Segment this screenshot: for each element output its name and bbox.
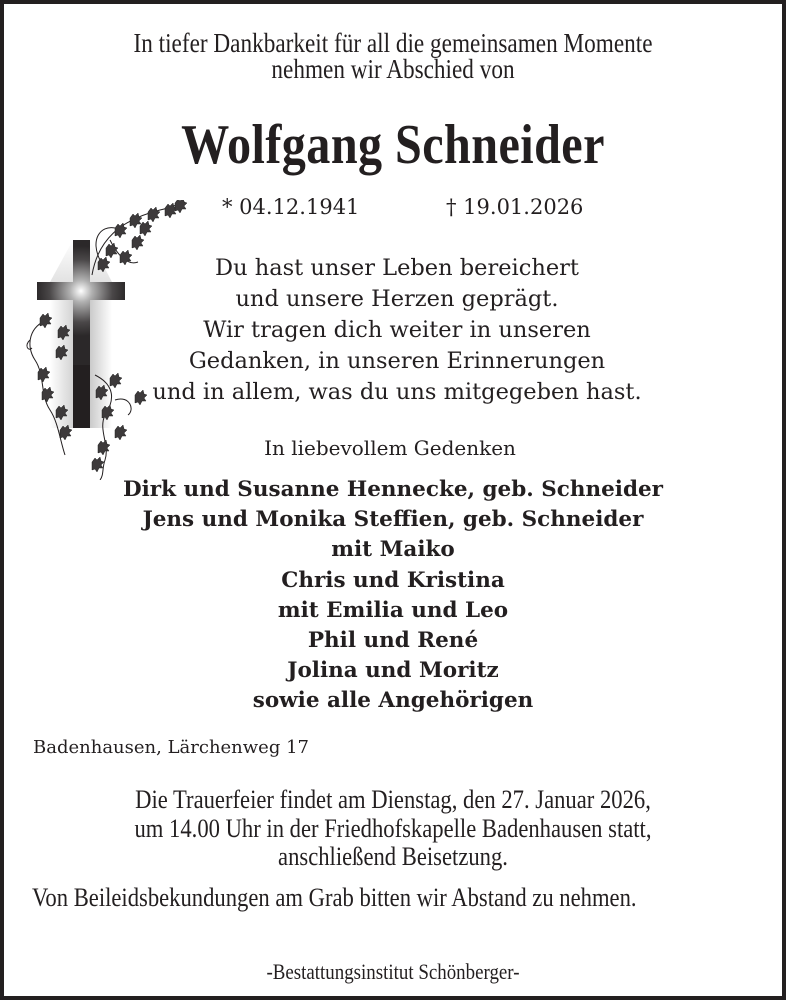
poem bbox=[0, 253, 786, 408]
poem-line: Wir tragen dich weiter in unseren bbox=[203, 317, 591, 343]
poem-line: und in allem, was du uns mitgegeben hast. bbox=[152, 379, 642, 405]
mourner-line: Dirk und Susanne Hennecke, geb. Schneider bbox=[123, 477, 663, 502]
funeral-info bbox=[51, 786, 735, 872]
mourner-line: Chris und Kristina bbox=[281, 567, 505, 593]
mourner-line: mit Emilia und Leo bbox=[277, 597, 509, 623]
funeral-home: -Bestattungsinstitut Schönberger- bbox=[266, 959, 520, 984]
poem-line: Gedanken, in unseren Erinnerungen bbox=[188, 348, 606, 374]
mourner-line: sowie alle Angehörigen bbox=[252, 688, 534, 714]
poem-line: und unsere Herzen geprägt. bbox=[235, 286, 559, 312]
poem-line: Du hast unser Leben bereichert bbox=[215, 255, 579, 281]
mourner-line: Phil und René bbox=[307, 628, 479, 654]
deceased-name: Wolfgang Schneider bbox=[181, 114, 605, 176]
funeral-line: anschließend Beisetzung. bbox=[278, 842, 508, 871]
birth-date: * 04.12.1941 bbox=[222, 195, 360, 219]
remembrance-label: In liebevollem Gedenken bbox=[264, 436, 516, 460]
intro-line: nehmen wir Abschied von bbox=[271, 54, 515, 84]
mourners-list bbox=[0, 475, 786, 717]
funeral-line: Die Trauerfeier findet am Dienstag, den 27. Januar 2026, bbox=[135, 785, 651, 814]
death-date: † 19.01.2026 bbox=[446, 195, 584, 219]
mourner-line: mit Maiko bbox=[331, 537, 455, 563]
condolence-note: Von Beileidsbekundungen am Grab bitten wir Abstand zu nehmen. bbox=[32, 883, 637, 912]
intro-text bbox=[55, 30, 731, 82]
funeral-line: um 14.00 Uhr in der Friedhofskapelle Badenhausen statt, bbox=[134, 813, 652, 843]
address: Badenhausen, Lärchenweg 17 bbox=[33, 737, 309, 758]
mourner-line: Jens und Monika Steffien, geb. Schneider bbox=[142, 507, 644, 533]
mourner-line: Jolina und Moritz bbox=[287, 658, 499, 684]
intro-line: In tiefer Dankbarkeit für all die gemeinsamen Momente bbox=[133, 28, 653, 58]
